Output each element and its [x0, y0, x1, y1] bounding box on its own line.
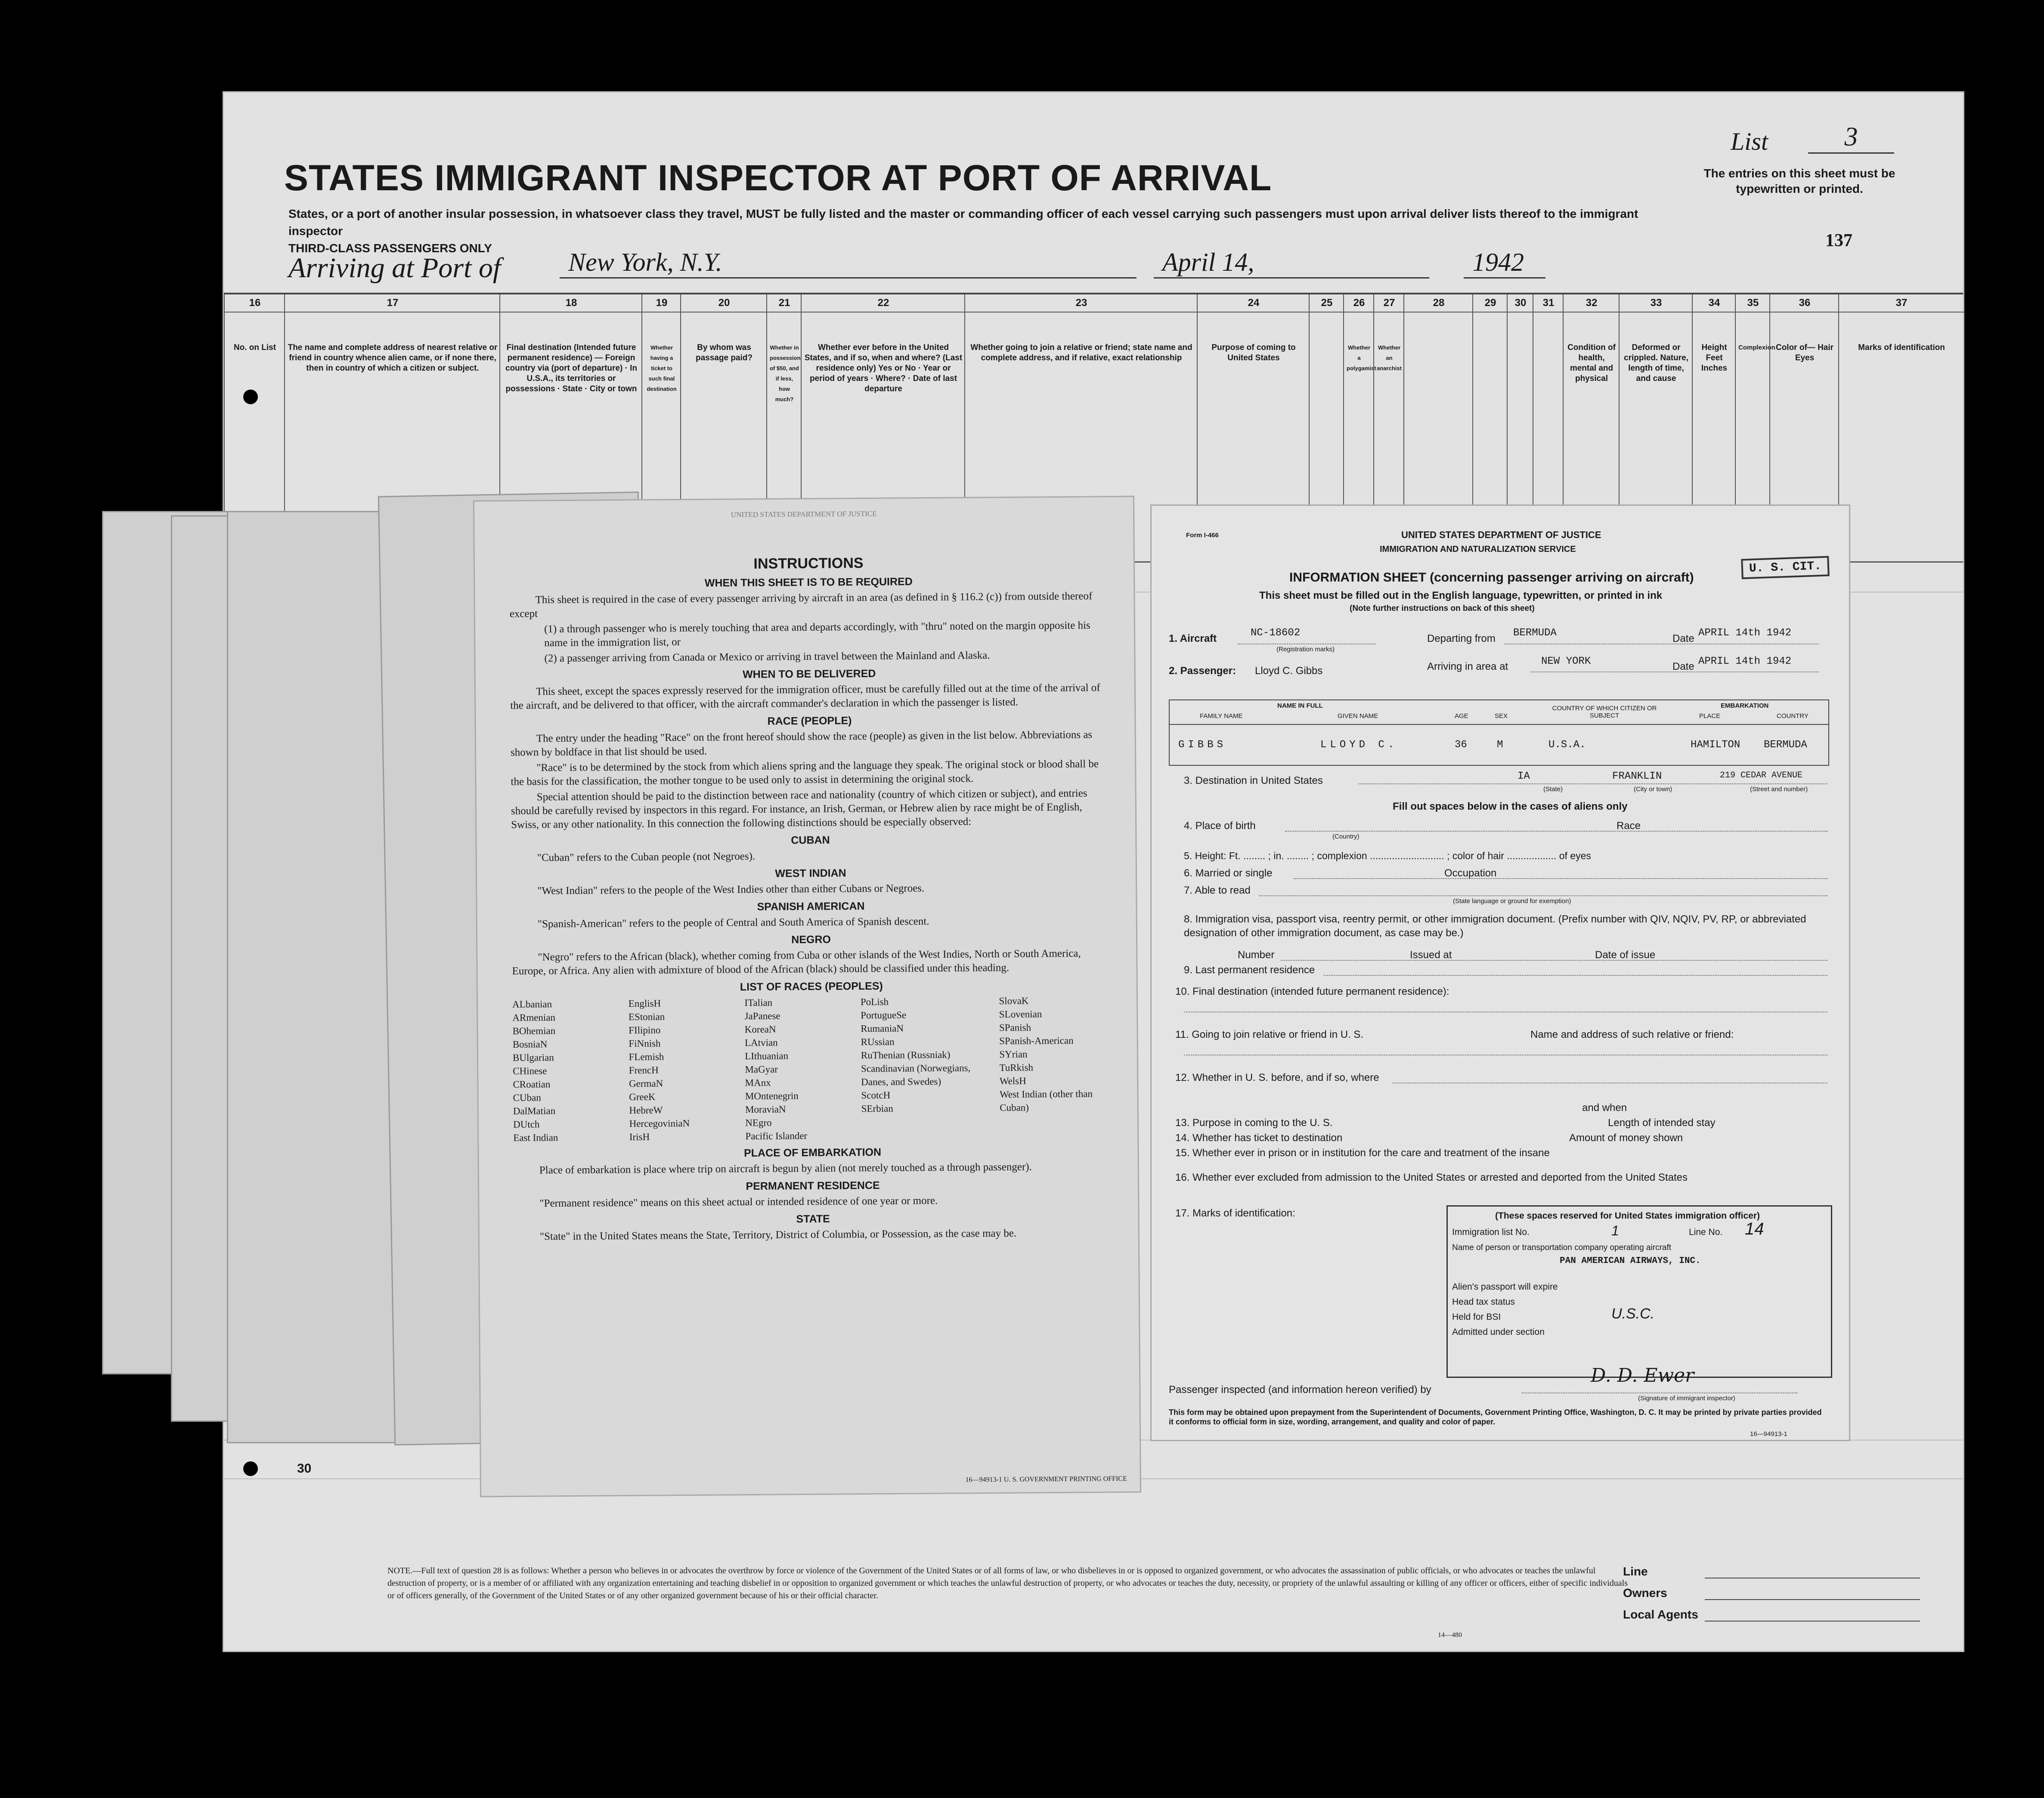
instructions-dept: UNITED STATES DEPARTMENT OF JUSTICE	[731, 509, 877, 519]
paragraph: This sheet, except the spaces expressly reserved for the immigration officer, must be carefully filled out at the time of the arrival of the aircraft, and be delivered to that officer, with the aircraft commander's declaration in which the passenger is listed.	[510, 682, 1100, 712]
state-caption: (State)	[1543, 786, 1563, 793]
official-heading: (These spaces reserved for United States immigration officer)	[1495, 1211, 1760, 1221]
punch-hole	[243, 1461, 258, 1476]
departure-date: APRIL 14th 1942	[1698, 627, 1792, 639]
column-header: 36 Color of— Hair Eyes	[1769, 294, 1839, 561]
arriving-label: Arriving in area at	[1427, 661, 1508, 672]
instructions-body	[509, 549, 1112, 1246]
column-header: 25	[1309, 294, 1344, 561]
printer-code: 16—94913-1	[1750, 1430, 1787, 1438]
date-label: Date	[1672, 633, 1694, 644]
street-caption: (Street and number)	[1750, 786, 1808, 793]
column-header: 21 Whether in possession of $50, and if less, how much?	[766, 294, 802, 561]
section-heading: RACE (PEOPLE)	[767, 715, 852, 727]
section-heading: PLACE OF EMBARKATION	[743, 1146, 882, 1160]
citizen-stamp: U. S. CIT.	[1741, 556, 1830, 579]
instructions-title: INSTRUCTIONS	[753, 555, 864, 572]
paragraph: This sheet is required in the case of every passenger arriving by aircraft in an area (as defined in § 116.2 (c)) from outside thereof except	[509, 590, 1093, 620]
department-heading: UNITED STATES DEPARTMENT OF JUSTICE	[1401, 529, 1601, 540]
age-header: AGE	[1455, 712, 1468, 720]
inspector-signature: D. D. Ewer	[1591, 1365, 1694, 1386]
embark-country-value: BERMUDA	[1764, 739, 1807, 751]
inspected-label: Passenger inspected (and information hereon verified) by	[1169, 1384, 1431, 1396]
instructions-sheet	[474, 497, 1140, 1496]
section-heading: LIST OF RACES (PEOPLES)	[740, 980, 883, 993]
q5-label: 5. Height: Ft. ........ ; in. ........ ; complexion ........................... ; color of hair .................. of eyes	[1184, 850, 1591, 861]
destination-state: IA	[1518, 771, 1530, 782]
embark-place-value: HAMILTON	[1691, 739, 1740, 751]
paragraph: "West Indian" refers to the people of the West Indies other than either Cubans or Negroes.	[537, 882, 925, 897]
line-no-label: Line No.	[1689, 1227, 1723, 1237]
page-number: 137	[1825, 231, 1852, 251]
name-in-full-header: NAME IN FULL	[1277, 702, 1323, 709]
paragraph: "Spanish-American" refers to the people of Central and South America of Spanish descent.	[537, 916, 929, 930]
given-name-value: LLOYD C.	[1320, 739, 1398, 751]
manifest-subtitle: States, or a port of another insular possession, in whatsoever class they travel, MUST be fully listed and the master or commanding officer of each vessel carrying such passengers must upon arrival deliver lists thereof to the immigrant inspector THIRD-CLASS PASSENGERS ONLY	[288, 207, 1638, 255]
q6-occupation-label: Occupation	[1444, 867, 1497, 879]
column-header: 29	[1472, 294, 1508, 561]
section-heading: SPANISH AMERICAN	[757, 900, 865, 913]
family-name-value: GIBBS	[1178, 739, 1227, 751]
held-bsi-label: Held for BSI	[1452, 1312, 1501, 1322]
paragraph: "Cuban" refers to the Cuban people (not Negroes).	[537, 850, 756, 864]
local-agents-label: Local Agents	[1623, 1608, 1698, 1621]
information-sheet	[1152, 506, 1849, 1440]
arrival-year: 1942	[1464, 248, 1545, 279]
q8-issued-label: Issued at	[1410, 949, 1452, 961]
typewritten-note: The entries on this sheet must be typewritten or printed.	[1703, 167, 1895, 195]
column-header: 28	[1403, 294, 1473, 561]
paragraph: "Negro" refers to the African (black), whether coming from Cuba or other islands of the West Indies, North or South America, Europe, or Africa. Any alien with admixture of blood of the African (black) should be classified under this heading.	[512, 947, 1081, 977]
section-heading: WEST INDIAN	[775, 867, 846, 880]
paragraph: (1) a through passenger who is merely touching that area and departs accordingly, with "thru" noted on the margin opposite his name in the immigration list, or	[544, 619, 1090, 649]
q11-label: 11. Going to join relative or friend in U. S.	[1175, 1029, 1364, 1040]
column-header: 17 The name and complete address of nearest relative or friend in country whence alien came, or if none there, then in country of which a citizen or subject.	[284, 294, 500, 561]
q4-label: 4. Place of birth	[1184, 820, 1256, 832]
race-list	[512, 993, 1112, 1145]
q8-number-label: Number	[1238, 949, 1275, 961]
q9-line	[1324, 975, 1827, 976]
arriving-label: Arriving at Port of	[288, 252, 501, 284]
sex-header: SEX	[1495, 712, 1508, 720]
q11-name-label: Name and address of such relative or friend:	[1530, 1029, 1734, 1040]
section-heading: PERMANENT RESIDENCE	[746, 1179, 880, 1193]
column-header: 19 Whether having a ticket to such final destination	[641, 294, 681, 561]
column-header: 33 Deformed or crippled. Nature, length of time, and cause	[1619, 294, 1693, 561]
q6-label: 6. Married or single	[1184, 867, 1273, 879]
passenger-table	[1169, 699, 1829, 766]
age-value: 36	[1455, 739, 1467, 751]
list-number: 3	[1808, 122, 1894, 154]
section-heading: WHEN THIS SHEET IS TO BE REQUIRED	[704, 576, 913, 589]
q12-when-label: and when	[1582, 1102, 1627, 1114]
departing-value: BERMUDA	[1513, 627, 1557, 639]
departing-label: Departing from	[1427, 633, 1496, 644]
sheet-title: INFORMATION SHEET (concerning passenger arriving on aircraft)	[1289, 570, 1694, 585]
column-header: 26 Whether a polygamist	[1343, 294, 1374, 561]
q8-date-label: Date of issue	[1595, 949, 1656, 961]
section-heading: WHEN TO BE DELIVERED	[743, 667, 876, 681]
q7-line	[1259, 895, 1827, 896]
form-number: Form I-466	[1186, 532, 1219, 539]
passenger-label: 2. Passenger:	[1169, 665, 1236, 677]
printer-code: 16—94913-1 U. S. GOVERNMENT PRINTING OFFICE	[965, 1475, 1127, 1484]
city-caption: (City or town)	[1634, 786, 1672, 793]
q8-label: 8. Immigration visa, passport visa, reentry permit, or other immigration document. (Prefix number with QIV, NQIV, PV, RP, or abbreviated designation of other immigration document, as case may be.)	[1184, 913, 1806, 939]
footnote: NOTE.—Full text of question 28 is as follows: Whether a person who believes in or advocates the overthrow by force or violence of the Government of the United States or of all forms of law, or who disbelieves in or is opposed to organized government, or who advocates the assassination of public officials, or who advocates or teaches the unlawful destruction of property, or is a member of or affiliated with any organization entertaining and teaching disbelief in or opposition to organized government or which teaches the unlawful destruction of property, or who advocates or teaches the duty, necessity, or propriety of the unlawful assaulting or killing of any officer or officers, either of specific individuals or of officers generally, of the Government of the United States or of any other organized government because of his or their official character.	[387, 1566, 1628, 1600]
q14-label: 14. Whether has ticket to destination	[1175, 1132, 1343, 1144]
destination-label: 3. Destination in United States	[1184, 775, 1323, 786]
family-name-header: FAMILY NAME	[1200, 712, 1243, 720]
race-column: EnglisH EStonian FIlipino FiNnish FLemish FrencH GermaN GreeK HebreW HercegovіniaN IrisH	[628, 998, 690, 1142]
q13-label: 13. Purpose in coming to the U. S.	[1175, 1117, 1333, 1129]
owners-label: Owners	[1623, 1586, 1667, 1600]
paragraph: "State" in the United States means the State, Territory, District of Columbia, or Possession, as the case may be.	[539, 1227, 1017, 1243]
punch-hole	[243, 390, 258, 404]
signature-caption: (Signature of immigrant inspector)	[1638, 1395, 1735, 1402]
date-label: Date	[1672, 661, 1694, 672]
column-header: 18 Final destination (Intended future permanent residence) — Foreign country via (port of departure) · In U.S.A., its territories or possessions · State · City or town	[499, 294, 642, 561]
q8-line	[1281, 960, 1827, 961]
reg-marks-caption: (Registration marks)	[1276, 646, 1335, 653]
column-header: 22 Whether ever before in the United States, and if so, when and where? (Last residence only) Yes or No · Year or period of years · Where? · Date of last departure	[801, 294, 965, 561]
q14-money-label: Amount of money shown	[1569, 1132, 1683, 1144]
paragraph: "Race" is to be determined by the stock from which aliens spring and the language they speak. The original stock or blood shall be the basis for the classification, the mother tongue to be used only to assist in determining the original stock.	[511, 758, 1099, 788]
passport-expire-label: Alien's passport will expire	[1452, 1282, 1558, 1292]
sex-value: M	[1497, 739, 1503, 751]
manifest-title: STATES IMMIGRANT INSPECTOR AT PORT OF ARRIVAL	[284, 158, 1272, 198]
arrival-date: April 14,	[1154, 248, 1429, 279]
destination-city: FRANKLIN	[1612, 771, 1662, 782]
list-label: List	[1731, 127, 1768, 155]
section-heading: NEGRO	[791, 933, 831, 946]
embarkation-header: EMBARKATION	[1721, 702, 1769, 709]
column-header: 16 No. on List	[224, 294, 285, 561]
arriving-value: NEW YORK	[1541, 656, 1591, 667]
official-use-box	[1446, 1205, 1832, 1378]
race-column: ITalian JaPanese KoreaN LAtvian LIthuanian MaGyar MAnx MOntenegrin MoraviaN NEgro Pacific Islander	[744, 997, 808, 1142]
operator-value: PAN AMERICAN AIRWAYS, INC.	[1560, 1256, 1701, 1266]
owners-rule	[1705, 1599, 1920, 1600]
sheet-footer: This form may be obtained upon prepayment from the Superintendent of Documents, Government Printing Office, Washington, D. C. It may be printed by private parties provided it conforms to official form in size, wording, arrangement, and quality and color of paper.	[1169, 1408, 1822, 1426]
citizenship-value: U.S.A.	[1548, 739, 1586, 751]
immigration-list-label: Immigration list No.	[1452, 1227, 1530, 1237]
column-header: 24 Purpose of coming to United States	[1197, 294, 1310, 561]
row-number-last: 30	[297, 1461, 312, 1476]
q4-line	[1285, 831, 1827, 832]
form-code: 14—480	[1438, 1631, 1462, 1639]
aircraft-label: 1. Aircraft	[1169, 633, 1217, 644]
arrival-date: APRIL 14th 1942	[1698, 656, 1792, 667]
table-rule	[1170, 724, 1828, 725]
admitted-section-label: Admitted under section	[1452, 1327, 1545, 1337]
race-column: PoLish PortugueSe RumaniaN RUssian RuThenian (Russniak) Scandinavian (Norwegians, Danes, and Swedes) ScotcH SErbian	[860, 996, 971, 1114]
immigration-list-value: 1	[1611, 1223, 1619, 1238]
q17-label: 17. Marks of identification:	[1175, 1207, 1295, 1219]
paragraph: (2) a passenger arriving from Canada or Mexico or arriving in travel between the Mainland and Alaska.	[544, 650, 990, 665]
passenger-name: Lloyd C. Gibbs	[1255, 665, 1323, 677]
q6-line	[1294, 878, 1827, 879]
head-tax-label: Head tax status	[1452, 1297, 1515, 1307]
destination-street: 219 CEDAR AVENUE	[1720, 771, 1803, 780]
line-label: Line	[1623, 1565, 1648, 1578]
column-header: 23 Whether going to join a relative or friend; state name and complete address, and if relative, exact relationship	[964, 294, 1198, 561]
country-caption: (Country)	[1332, 833, 1360, 840]
local-agents-rule	[1705, 1621, 1920, 1622]
column-header: 27 Whether an anarchist	[1373, 294, 1404, 561]
paragraph: Place of embarkation is place where trip on aircraft is begun by alien (not merely touched as a through passenger).	[539, 1161, 1032, 1176]
paragraph: "Permanent residence" means on this sheet actual or intended residence of one year or more.	[539, 1195, 938, 1210]
service-heading: IMMIGRATION AND NATURALIZATION SERVICE	[1380, 545, 1576, 554]
operator-label: Name of person or transportation company operating aircraft	[1452, 1243, 1672, 1252]
section-heading: CUBAN	[791, 834, 830, 847]
section-heading: STATE	[796, 1213, 830, 1225]
column-header: 30	[1507, 294, 1533, 561]
country-header: COUNTRY	[1777, 712, 1809, 720]
column-header: 31	[1533, 294, 1564, 561]
q16-label: 16. Whether ever excluded from admission to the United States or arrested and deported from the United States	[1175, 1172, 1688, 1183]
column-header: 35 Complexion	[1735, 294, 1770, 561]
sheet-note: (Note further instructions on back of this sheet)	[1350, 604, 1535, 613]
q12-label: 12. Whether in U. S. before, and if so, where	[1175, 1072, 1379, 1083]
destination-line	[1358, 783, 1827, 784]
column-header: 20 By whom was passage paid?	[680, 294, 767, 561]
place-header: PLACE	[1699, 712, 1721, 720]
line-no-value: 14	[1745, 1219, 1764, 1238]
column-header: 32 Condition of health, mental and physical	[1563, 294, 1620, 561]
q15-label: 15. Whether ever in prison or in institution for the care and treatment of the insane	[1175, 1147, 1550, 1159]
given-name-header: GIVEN NAME	[1338, 712, 1378, 720]
q7-label: 7. Able to read	[1184, 885, 1251, 896]
q13-stay-label: Length of intended stay	[1608, 1117, 1716, 1129]
held-bsi-value: U.S.C.	[1611, 1306, 1655, 1322]
sheet-instruction: This sheet must be filled out in the English language, typewritten, or printed in ink	[1259, 590, 1663, 601]
race-column: SlovaK SLovenian SPanish SPanish-American SYrian TuRkish WelsH West Indian (other than Cuban)	[999, 995, 1093, 1113]
column-header: 34 Height Feet Inches	[1692, 294, 1736, 561]
aliens-only-note: Fill out spaces below in the cases of aliens only	[1393, 801, 1628, 812]
q4-race-label: Race	[1617, 820, 1641, 832]
arrival-port: New York, N.Y.	[560, 248, 1137, 279]
q10-label: 10. Final destination (intended future permanent residence):	[1175, 986, 1449, 997]
race-column: ALbanian ARmenian BOhemian BosniaN BUlgarian CHinese CRoatian CUban DalMatian DUtch East Indian	[512, 999, 558, 1143]
column-header: 37 Marks of identification	[1838, 294, 1964, 561]
q7-caption: (State language or ground for exemption)	[1453, 897, 1571, 905]
paragraph: The entry under the heading "Race" on the front hereof should show the race (people) as given in the list below. Abbreviations as shown by boldface in that list should be used.	[510, 729, 1093, 758]
citizenship-header: COUNTRY OF WHICH CITIZEN OR SUBJECT	[1552, 705, 1657, 719]
paragraph: Special attention should be paid to the distinction between race and nationality (country of which citizen or subject), and entries should be carefully revised by inspectors in this regard. For instance, an Irish, German, or Hebrew alien by race might be of English, Swiss, or any other nationality. In this connection the following distinctions should be especially observed:	[511, 787, 1087, 831]
q9-label: 9. Last permanent residence	[1184, 964, 1315, 976]
aircraft-value: NC-18602	[1251, 627, 1301, 639]
